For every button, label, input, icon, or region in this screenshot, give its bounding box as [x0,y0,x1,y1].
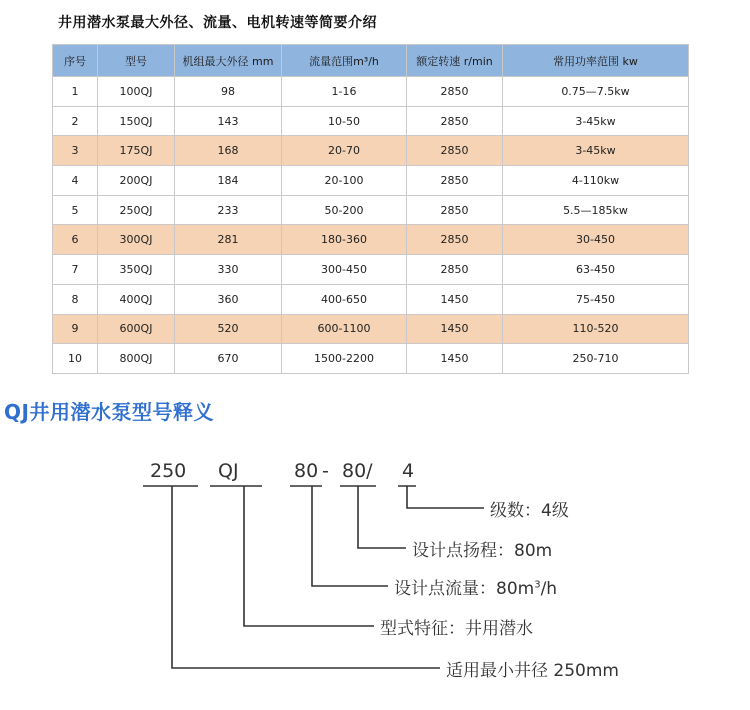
header-speed: 额定转速 r/min [407,45,503,77]
header-diameter: 机组最大外径 mm [175,45,282,77]
label-head: 设计点扬程：80m [412,541,553,561]
label-flow-sup: 3 [534,579,541,591]
cell-model: 600QJ [98,314,175,344]
cell-flow: 1-16 [282,77,407,107]
cell-speed: 2850 [407,136,503,166]
cell-model: 800QJ [98,344,175,374]
cell-model: 400QJ [98,284,175,314]
cell-speed: 2850 [407,195,503,225]
table-row [53,195,689,225]
connector-head [358,486,406,548]
cell-power: 30-450 [503,225,689,255]
code-stages: 4 [402,460,415,482]
cell-no: 9 [53,314,98,344]
code-head: 80/ [342,460,373,482]
cell-flow: 1500-2200 [282,344,407,374]
table-row [53,255,689,285]
cell-speed: 1450 [407,284,503,314]
cell-diameter: 520 [175,314,282,344]
cell-no: 7 [53,255,98,285]
cell-no: 3 [53,136,98,166]
table-body [53,77,689,374]
cell-speed: 2850 [407,166,503,196]
connector-stages [407,486,484,508]
cell-flow: 20-70 [282,136,407,166]
cell-flow: 50-200 [282,195,407,225]
model-code-diagram [0,440,750,710]
cell-no: 10 [53,344,98,374]
cell-power: 250-710 [503,344,689,374]
cell-diameter: 98 [175,77,282,107]
header-model: 型号 [98,45,175,77]
table-row [53,77,689,107]
cell-power: 75-450 [503,284,689,314]
cell-no: 4 [53,166,98,196]
code-type: QJ [218,460,239,482]
connector-flow [312,486,388,586]
diagram-lines [0,440,750,710]
code-dash: - [322,460,329,482]
cell-flow: 400-650 [282,284,407,314]
cell-power: 0.75—7.5kw [503,77,689,107]
cell-model: 150QJ [98,106,175,136]
cell-model: 175QJ [98,136,175,166]
connector-type [244,486,374,626]
cell-model: 200QJ [98,166,175,196]
cell-power: 63-450 [503,255,689,285]
header-power: 常用功率范围 kw [503,45,689,77]
cell-speed: 1450 [407,344,503,374]
cell-flow: 20-100 [282,166,407,196]
spec-table [52,44,689,374]
cell-power: 110-520 [503,314,689,344]
cell-diameter: 281 [175,225,282,255]
cell-flow: 180-360 [282,225,407,255]
cell-no: 1 [53,77,98,107]
code-flow: 80 [294,460,319,482]
cell-speed: 2850 [407,77,503,107]
cell-diameter: 143 [175,106,282,136]
cell-diameter: 360 [175,284,282,314]
page-title: 井用潜水泵最大外径、流量、电机转速等简要介绍 [58,15,377,31]
table-row [53,106,689,136]
cell-diameter: 168 [175,136,282,166]
cell-speed: 2850 [407,106,503,136]
table-row [53,136,689,166]
section-title: QJ井用潜水泵型号释义 [4,400,214,424]
table-row [53,284,689,314]
header-flow: 流量范围m³/h [282,45,407,77]
cell-no: 5 [53,195,98,225]
cell-diameter: 670 [175,344,282,374]
table-row [53,314,689,344]
cell-speed: 2850 [407,255,503,285]
table-row [53,166,689,196]
table-row [53,344,689,374]
cell-power: 3-45kw [503,136,689,166]
cell-speed: 1450 [407,314,503,344]
code-diameter: 250 [150,460,187,482]
cell-model: 350QJ [98,255,175,285]
table-header-row [53,45,689,77]
label-flow-suffix: /h [540,579,558,599]
cell-no: 6 [53,225,98,255]
cell-model: 300QJ [98,225,175,255]
label-flow-prefix: 设计点流量：80m [394,579,535,599]
cell-flow: 300-450 [282,255,407,285]
cell-model: 250QJ [98,195,175,225]
cell-no: 8 [53,284,98,314]
cell-power: 3-45kw [503,106,689,136]
cell-power: 5.5—185kw [503,195,689,225]
cell-diameter: 233 [175,195,282,225]
label-well: 适用最小井径 250mm [446,661,619,681]
header-no: 序号 [53,45,98,77]
cell-flow: 10-50 [282,106,407,136]
label-flow [394,574,557,599]
cell-no: 2 [53,106,98,136]
cell-flow: 600-1100 [282,314,407,344]
cell-diameter: 330 [175,255,282,285]
table-row [53,225,689,255]
cell-speed: 2850 [407,225,503,255]
cell-model: 100QJ [98,77,175,107]
label-stages: 级数：4级 [490,501,569,521]
cell-diameter: 184 [175,166,282,196]
cell-power: 4-110kw [503,166,689,196]
label-type: 型式特征：井用潜水 [380,619,533,639]
